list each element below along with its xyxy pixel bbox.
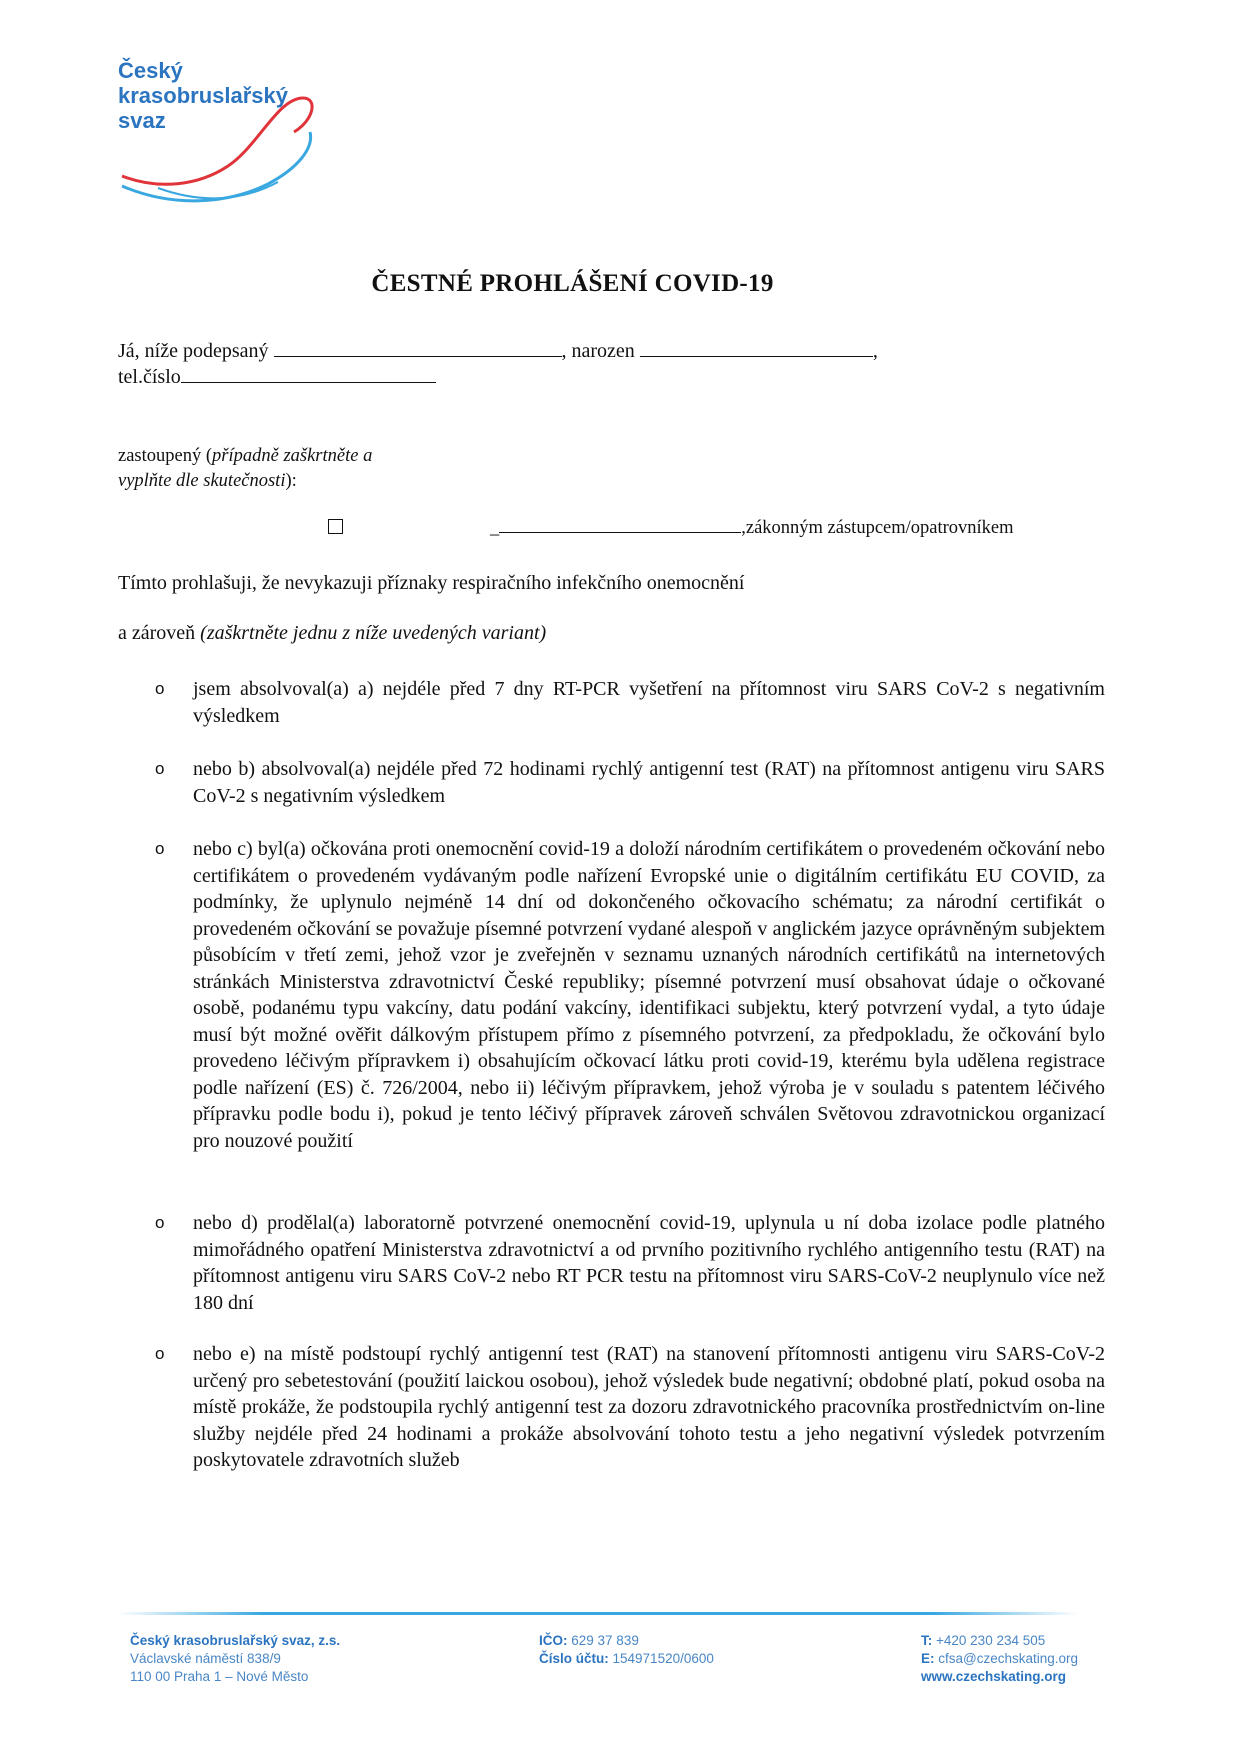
footer-divider — [118, 1612, 1078, 1615]
statement: Tímto prohlašuji, že nevykazuji příznaky respiračního infekčního onemocnění — [118, 572, 745, 594]
guardian-text: ,zákonným zástupcem/opatrovníkem — [741, 518, 1014, 538]
representation-label-italic: případně zaškrtněte a — [212, 446, 373, 466]
phone-line — [118, 364, 436, 390]
born-label: , narozen — [561, 340, 635, 362]
guardian-underscore: _ — [490, 518, 500, 538]
footer-address — [130, 1632, 340, 1686]
also-line — [118, 620, 546, 646]
also-italic: (zaškrtněte jednu z níže uvedených variant) — [200, 622, 547, 644]
footer-ico-label: IČO: — [539, 1633, 568, 1648]
option-c-text: nebo c) byl(a) očkována proti onemocnění covid-19 a doloží národním certifikátem o provedeném očkování nebo certifikátem o provedeném vydávaným podle nařízení Evropské unie o digitálním certifikátu EU COVID, za podmínky, že uplynulo nejméně 14 dní od dokončeného očkovacího schématu; za národní certifikát o provedeném očkování se považuje písemné potvrzení vydané alespoň v anglickém jazyce oprávněným subjektem působícím v třetí zemi, jehož vzor je zveřejněn v seznamu uznaných národních certifikátů na internetových stránkách Ministerstva zdravotnictví České republiky; písemné potvrzení musí obsahovat údaje o očkované osobě, podanému typu vakcíny, datu podání vakcíny, identifikaci subjektu, který potvrzení vydal, a tyto údaje musí být možné ověřit dálkovým přístupem přímo z písemného potvrzení, za předpokladu, že očkování bylo provedeno léčivým přípravkem i) obsahujícím očkovací látku proti covid-19, kterému byla udělena registrace podle nařízení (ES) č. 726/2004, nebo ii) léčivým přípravkem, jehož výroba je v souladu s patentem léčivého přípravku podle bodu i), pokud je tento léčivý přípravek zároveň schválen Světovou zdravotnickou organizací pro nouzové použití — [193, 838, 1105, 1152]
option-a-text: jsem absolvoval(a) a) nejdéle před 7 dny RT-PCR vyšetření na přítomnost viru SARS CoV-2 s negativním výsledkem — [193, 678, 1105, 727]
footer-phone-label: T: — [921, 1633, 933, 1648]
representation-label — [118, 443, 372, 469]
option-b[interactable] — [155, 756, 1105, 809]
representation-label-start: zastoupený ( — [118, 446, 213, 466]
guardian-field[interactable] — [499, 514, 741, 533]
option-c[interactable] — [155, 836, 1105, 1154]
logo — [118, 58, 358, 208]
footer-ico-value: 629 37 839 — [571, 1633, 639, 1648]
logo-line-3: svaz — [118, 108, 166, 133]
logo-line-2: krasobruslařský — [118, 83, 288, 108]
footer-account-value: 154971520/0600 — [612, 1651, 714, 1666]
footer-org-name: Český krasobruslařský svaz, z.s. — [130, 1633, 341, 1648]
footer-account-label: Číslo účtu: — [539, 1651, 609, 1666]
page-title: ČESTNÉ PROHLÁŠENÍ COVID-19 — [371, 270, 774, 297]
phone-field[interactable] — [181, 364, 436, 383]
logo-line-1: Český — [118, 58, 183, 83]
footer-email-label: E: — [921, 1651, 935, 1666]
option-bullet: o — [155, 839, 165, 858]
option-b-text: nebo b) absolvoval(a) nejdéle před 72 hodinami rychlý antigenní test (RAT) na přítomnost antigenu viru SARS CoV-2 s negativním výsledkem — [193, 758, 1105, 807]
declarant-line — [118, 338, 878, 364]
option-bullet: o — [155, 759, 165, 778]
name-field[interactable] — [274, 338, 562, 357]
option-bullet: o — [155, 1344, 165, 1363]
option-d-text: nebo d) prodělal(a) laboratorně potvrzené onemocnění covid-19, uplynula u ní doba izolace podle platného mimořádného opatření Ministerstva zdravotnictví a od prvního pozitivního rychlého antigenního testu (RAT) na přítomnost antigenu viru SARS CoV-2 nebo RT PCR testu na přítomnost viru SARS-CoV-2 neuplynulo více než 180 dní — [193, 1212, 1105, 1314]
footer-address-2: 110 00 Praha 1 – Nové Město — [130, 1669, 309, 1684]
birthdate-field[interactable] — [640, 338, 873, 357]
footer-ids — [539, 1632, 714, 1668]
declarant-comma: , — [872, 340, 878, 362]
footer-address-1: Václavské náměstí 838/9 — [130, 1651, 281, 1666]
logo-text — [118, 58, 288, 133]
option-bullet: o — [155, 679, 165, 698]
declarant-prefix: Já, níže podepsaný — [118, 340, 269, 362]
guardian-line — [490, 514, 1014, 541]
guardian-checkbox[interactable] — [328, 519, 343, 534]
also-plain: a zároveň — [118, 622, 201, 644]
footer-email-link[interactable]: cfsa@czechskating.org — [938, 1651, 1079, 1666]
footer-contact — [921, 1632, 1078, 1686]
option-e[interactable] — [155, 1341, 1105, 1474]
representation-label-end: ): — [285, 471, 297, 491]
option-e-text: nebo e) na místě podstoupí rychlý antigenní test (RAT) na stanovení přítomnosti antigenu viru SARS-CoV-2 určený pro sebetestování (použití laickou osobou), jehož výsledek bude negativní; obdobné platí, pokud osoba na místě prokáže, že podstoupila rychlý antigenní test za dozoru zdravotnického pracovníka prostřednictvím on-line služby nejdéle před 24 hodinami a prokáže absolvování tohoto testu a jeho negativní výsledek potvrzením poskytovatele zdravotních služeb — [193, 1343, 1105, 1471]
representation-label-2 — [118, 468, 297, 494]
footer-web-link[interactable]: www.czechskating.org — [921, 1669, 1067, 1684]
footer-phone-value: +420 230 234 505 — [936, 1633, 1046, 1648]
representation-label-italic-2: vyplňte dle skutečnosti — [118, 471, 286, 491]
option-d[interactable] — [155, 1210, 1105, 1316]
phone-label: tel.číslo — [118, 366, 181, 388]
option-bullet: o — [155, 1213, 165, 1232]
option-a[interactable] — [155, 676, 1105, 729]
